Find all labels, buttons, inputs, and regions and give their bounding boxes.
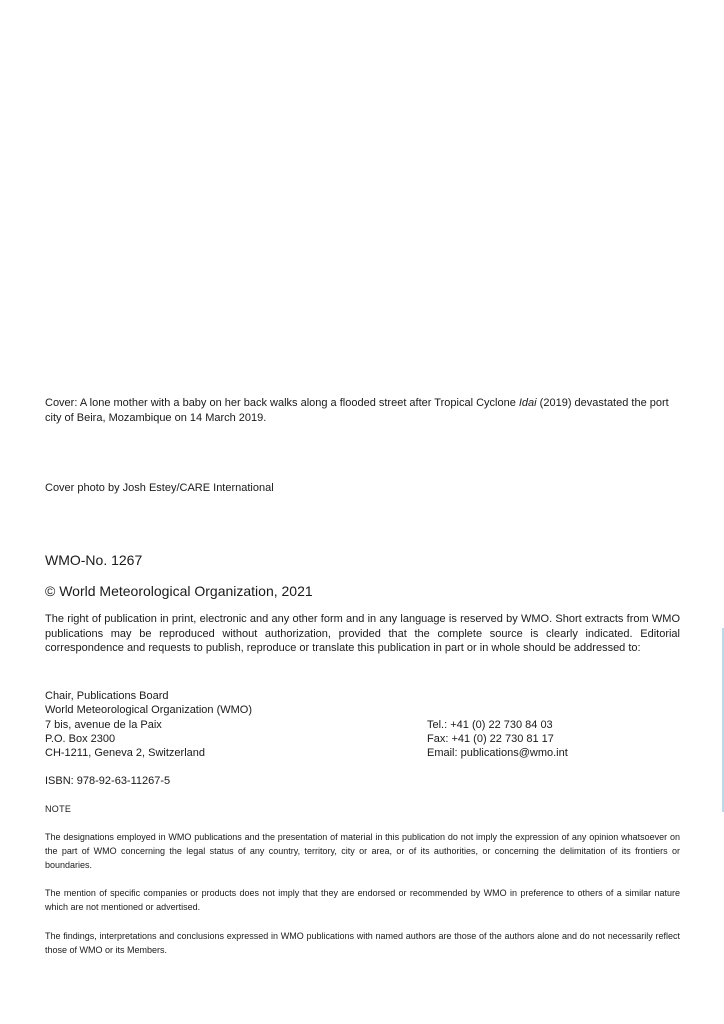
copyright-notice xyxy=(45,582,680,600)
note-paragraph: The mention of specific companies or products does not imply that they are endorsed or recommended by WMO in preference to others of a similar nature which are not mentioned or advertised. xyxy=(45,888,680,912)
caption-prefix: Cover: A lone mother with a baby on her back walks along a flooded street after Tropical Cyclone xyxy=(45,397,519,409)
caption-suffix: (2019) devastated the port city of Beira, Mozambique on 14 March 2019. xyxy=(45,397,669,424)
copyright-symbol: © xyxy=(45,583,56,599)
address-line: 7 bis, avenue de la Paix xyxy=(45,718,162,731)
note-heading: NOTE xyxy=(45,804,72,814)
contact-details xyxy=(427,718,568,761)
note-paragraph: The designations employed in WMO publications and the presentation of material in this publication do not imply the expression of any opinion whatsoever on the part of WMO concerning the legal status of any country, territory, city or area, or of its authorities, or concerning the delimitation of its frontiers or boundaries. xyxy=(45,832,680,870)
contact-email: Email: publications@wmo.int xyxy=(427,747,568,760)
cyclone-name: Idai xyxy=(518,397,537,409)
copyright-text: World Meteorological Organization, 2021 xyxy=(55,583,313,599)
address-line: P.O. Box 2300 xyxy=(45,732,116,745)
correspondence-address xyxy=(45,689,680,760)
isbn-number: ISBN: 978-92-63-11267-5 xyxy=(45,775,171,787)
address-line: CH-1211, Geneva 2, Switzerland xyxy=(45,747,205,760)
address-line: Chair, Publications Board xyxy=(45,690,169,702)
contact-fax: Fax: +41 (0) 22 730 81 17 xyxy=(427,732,554,745)
contact-telephone: Tel.: +41 (0) 22 730 84 03 xyxy=(427,718,553,731)
note-paragraph: The findings, interpretations and conclusions expressed in WMO publications with named authors are those of the authors alone and do not necessarily reflect those of WMO or its Members. xyxy=(45,931,680,955)
address-line: World Meteorological Organization (WMO) xyxy=(45,704,253,717)
cover-caption xyxy=(45,396,680,426)
rights-statement: The right of publication in print, electronic and any other form and in any language is reserved by WMO. Short extracts from WMO publications may be reproduced without authorization, provided that the complete source is clearly indicated. Editorial correspondence and requests to publish, reproduce or translate this publication in part or in whole should be addressed to: xyxy=(45,613,680,655)
cover-photo-credit: Cover photo by Josh Estey/CARE International xyxy=(45,482,274,494)
wmo-publication-number: WMO-No. 1267 xyxy=(45,552,143,568)
